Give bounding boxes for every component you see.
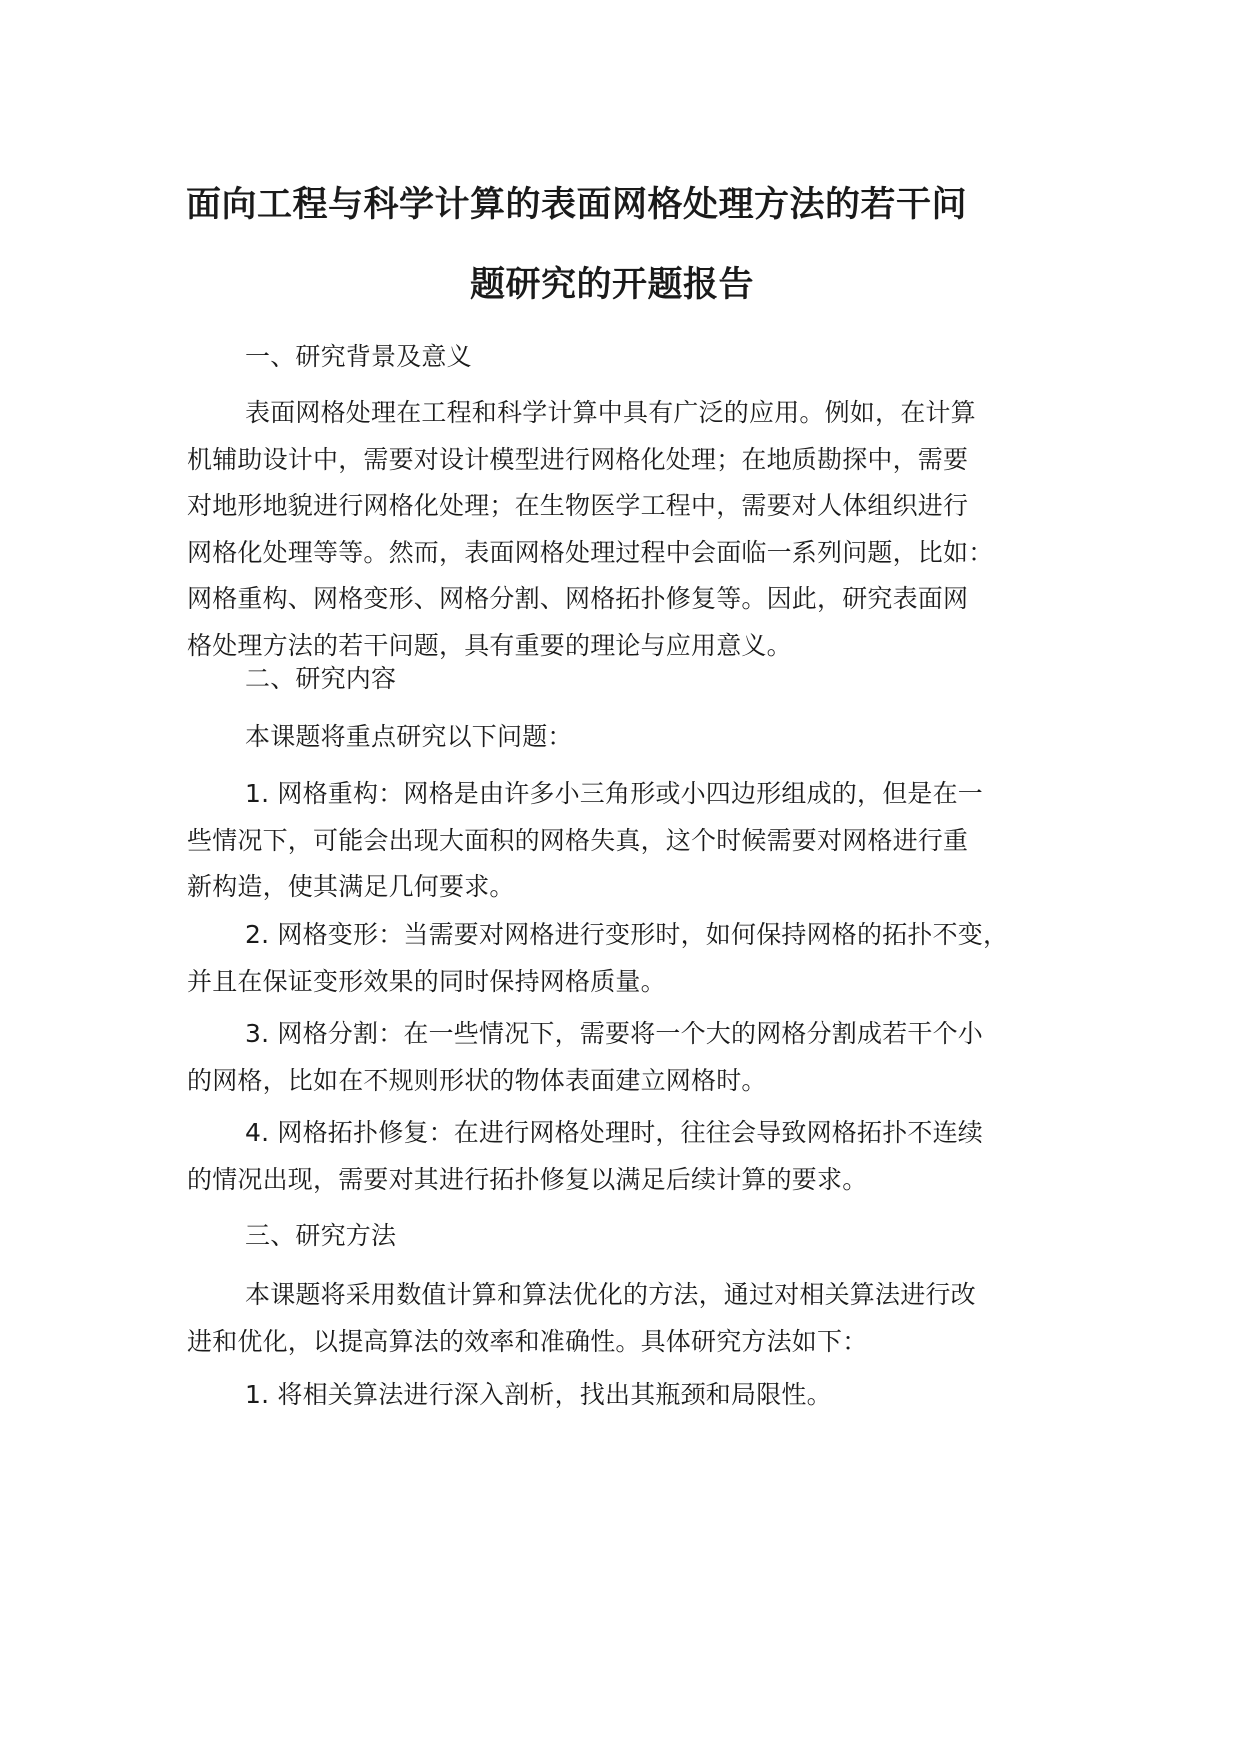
paragraph-item-2: [187, 912, 1087, 1005]
paragraph-item-1: [187, 771, 1087, 911]
paragraph-line: 1. 将相关算法进行深入剖析，找出其瓶颈和局限性。: [245, 1380, 832, 1409]
document-title-line-1: 面向工程与科学计算的表面网格处理方法的若干问: [186, 185, 968, 225]
paragraph-line: 表面网格处理在工程和科学计算中具有广泛的应用。例如，在计算: [245, 398, 976, 427]
paragraph-line: 的情况出现，需要对其进行拓扑修复以满足后续计算的要求。: [187, 1164, 868, 1194]
paragraph-item-4: [187, 1110, 1087, 1203]
paragraph-line: 机辅助设计中，需要对设计模型进行网格化处理；在地质勘探中，需要: [187, 444, 969, 474]
paragraph-background: [187, 390, 1087, 670]
paragraph-content-intro: [187, 714, 1087, 761]
paragraph-item-3: [187, 1011, 1087, 1104]
paragraph-line: 4. 网格拓扑修复：在进行网格处理时，往往会导致网格拓扑不连续: [245, 1118, 984, 1147]
paragraph-method-1: [187, 1372, 1087, 1419]
document-title-line-2: 题研究的开题报告: [470, 265, 755, 305]
paragraph-line: 本课题将采用数值计算和算法优化的方法，通过对相关算法进行改: [245, 1280, 976, 1309]
paragraph-line: 本课题将重点研究以下问题：: [245, 722, 573, 751]
paragraph-line: 的网格，比如在不规则形状的物体表面建立网格时。: [187, 1065, 767, 1095]
section-heading-methods: [187, 1213, 1087, 1260]
paragraph-line: 一、研究背景及意义: [245, 342, 472, 371]
paragraph-line: 2. 网格变形：当需要对网格进行变形时，如何保持网格的拓扑不变，: [245, 920, 1009, 949]
paragraph-line: 些情况下，可能会出现大面积的网格失真，这个时候需要对网格进行重: [187, 825, 969, 855]
paragraph-line: 3. 网格分割：在一些情况下，需要将一个大的网格分割成若干个小: [245, 1019, 984, 1048]
section-heading-content: [187, 656, 1087, 703]
section-heading-background: [187, 334, 1087, 381]
paragraph-line: 网格重构、网格变形、网格分割、网格拓扑修复等。因此，研究表面网: [187, 584, 969, 614]
paragraph-methods: [187, 1272, 1087, 1365]
paragraph-line: 进和优化，以提高算法的效率和准确性。具体研究方法如下：: [187, 1326, 868, 1356]
paragraph-line: 对地形地貌进行网格化处理；在生物医学工程中，需要对人体组织进行: [187, 491, 969, 521]
paragraph-line: 三、研究方法: [245, 1221, 397, 1250]
paragraph-line: 1. 网格重构：网格是由许多小三角形或小四边形组成的，但是在一: [245, 779, 984, 808]
paragraph-line: 二、研究内容: [245, 664, 397, 693]
paragraph-line: 格处理方法的若干问题，具有重要的理论与应用意义。: [187, 630, 792, 660]
paragraph-line: 新构造，使其满足几何要求。: [187, 872, 515, 902]
paragraph-line: 网格化处理等等。然而，表面网格处理过程中会面临一系列问题，比如：: [187, 537, 994, 567]
paragraph-line: 并且在保证变形效果的同时保持网格质量。: [187, 966, 666, 996]
